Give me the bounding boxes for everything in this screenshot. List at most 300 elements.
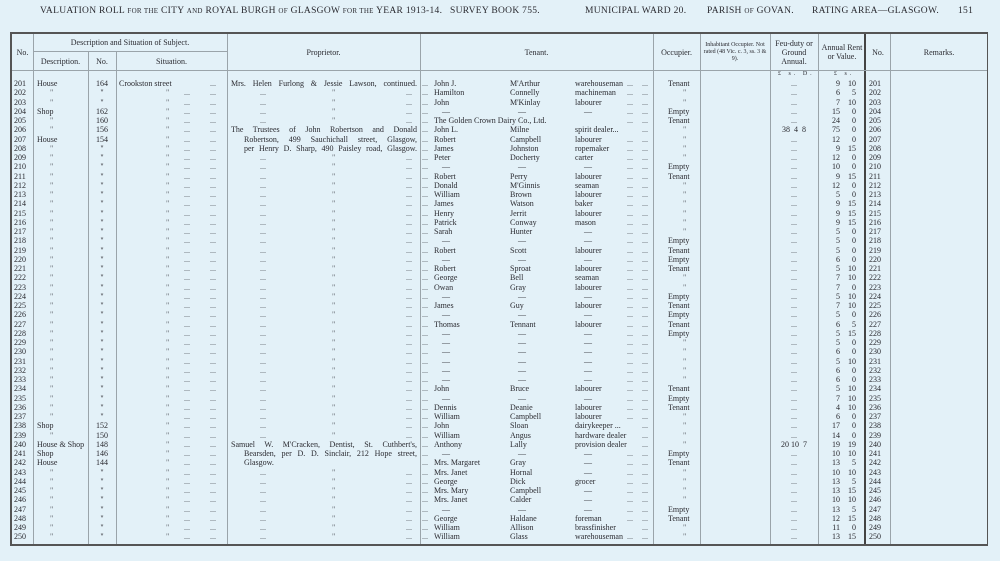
filler-dots: ... bbox=[260, 467, 266, 477]
tenant-occupation: — bbox=[584, 365, 592, 375]
rent-shillings: 0 bbox=[852, 116, 856, 125]
description: " bbox=[50, 208, 54, 218]
filler-dots: ... bbox=[210, 116, 216, 125]
survey-book: SURVEY BOOK 755. bbox=[450, 6, 540, 16]
tenant-first-name: George bbox=[434, 476, 458, 486]
house-number: " bbox=[100, 273, 104, 283]
entry-number-right: 206 bbox=[869, 125, 881, 135]
table-row bbox=[12, 514, 990, 523]
tenant-occupation: labourer bbox=[575, 134, 602, 144]
rent-pounds: 6 bbox=[836, 365, 840, 375]
proprietor-ditto: " bbox=[332, 236, 336, 246]
filler-dots: ... bbox=[260, 227, 266, 236]
house-number: 146 bbox=[96, 449, 108, 458]
description: House bbox=[37, 134, 58, 144]
situation-ditto: " bbox=[166, 217, 170, 227]
table-row bbox=[12, 255, 990, 264]
description: " bbox=[50, 282, 54, 292]
entry-number: 239 bbox=[14, 430, 26, 440]
occupier-status: " bbox=[683, 532, 687, 542]
description: " bbox=[50, 254, 54, 264]
filler-dots: ... bbox=[422, 347, 428, 357]
situation-ditto: " bbox=[166, 254, 170, 264]
filler-dots: ... bbox=[260, 319, 266, 329]
proprietor-ditto: " bbox=[332, 393, 336, 403]
filler-dots: ... bbox=[642, 495, 648, 505]
filler-dots: ... bbox=[260, 393, 266, 403]
tenant-occupation: — bbox=[584, 393, 592, 403]
filler-dots: ... bbox=[422, 486, 428, 495]
house-number: " bbox=[100, 282, 104, 292]
occupier-status: " bbox=[683, 125, 687, 135]
proprietor: per Henry D. Sharp, 490 Paisley road, Glasgow. bbox=[244, 143, 417, 153]
filler-dots: ... bbox=[184, 384, 190, 394]
proprietor-ditto: " bbox=[332, 116, 336, 125]
rent-pounds: 5 bbox=[836, 384, 840, 394]
rent-shillings: 0 bbox=[852, 421, 856, 431]
table-row bbox=[12, 532, 990, 541]
occupier-status: Empty bbox=[668, 254, 690, 264]
rent-shillings: 10 bbox=[848, 264, 856, 273]
filler-dots: ... bbox=[406, 236, 412, 246]
tenant-first-name: — bbox=[442, 504, 450, 514]
filler-dots: ... bbox=[260, 486, 266, 495]
occupier-status: Tenant bbox=[668, 79, 690, 88]
table-row bbox=[12, 264, 990, 273]
description: " bbox=[50, 513, 54, 523]
filler-dots: ... bbox=[406, 495, 412, 505]
house-number: " bbox=[100, 208, 104, 218]
filler-dots: ... bbox=[422, 375, 428, 384]
table-row bbox=[12, 172, 990, 181]
filler-dots: ... bbox=[422, 134, 428, 144]
proprietor-ditto: " bbox=[332, 199, 336, 209]
table-row bbox=[12, 144, 990, 153]
feu-duty: ... bbox=[791, 384, 797, 394]
occupier-status: Empty bbox=[668, 291, 690, 301]
rent-shillings: 0 bbox=[852, 227, 856, 236]
tenant-occupation: labourer bbox=[575, 402, 602, 412]
tenant-surname: Sproat bbox=[510, 264, 531, 273]
tenant-first-name: James bbox=[434, 199, 454, 209]
tenant-first-name: William bbox=[434, 412, 460, 421]
entry-number-right: 214 bbox=[869, 199, 881, 209]
filler-dots: ... bbox=[406, 476, 412, 486]
filler-dots: ... bbox=[627, 310, 633, 320]
filler-dots: ... bbox=[642, 467, 648, 477]
filler-dots: ... bbox=[642, 199, 648, 209]
filler-dots: ... bbox=[184, 328, 190, 338]
tenant-occupation: warehouseman bbox=[575, 79, 623, 88]
tenant-occupation: — bbox=[584, 338, 592, 347]
tenant-occupation: — bbox=[584, 458, 592, 468]
filler-dots: ... bbox=[627, 217, 633, 227]
table-row bbox=[12, 320, 990, 329]
filler-dots: ... bbox=[422, 421, 428, 431]
tenant-surname: Bell bbox=[510, 273, 524, 283]
rent-shillings: 0 bbox=[852, 236, 856, 246]
description: " bbox=[50, 356, 54, 366]
entry-number-right: 223 bbox=[869, 282, 881, 292]
rent-pounds: 19 bbox=[832, 439, 840, 449]
tenant-first-name: Owan bbox=[434, 282, 454, 292]
proprietor-ditto: " bbox=[332, 171, 336, 181]
filler-dots: ... bbox=[627, 328, 633, 338]
house-number: 164 bbox=[96, 79, 108, 88]
description: " bbox=[50, 328, 54, 338]
filler-dots: ... bbox=[642, 421, 648, 431]
rent-pounds: 6 bbox=[836, 254, 840, 264]
filler-dots: ... bbox=[627, 476, 633, 486]
situation-ditto: " bbox=[166, 310, 170, 320]
filler-dots: ... bbox=[210, 467, 216, 477]
situation-ditto: " bbox=[166, 180, 170, 190]
filler-dots: ... bbox=[184, 319, 190, 329]
tenant-surname: Johnston bbox=[510, 143, 539, 153]
rent-shillings: 15 bbox=[848, 513, 856, 523]
tenant-surname: Hornal bbox=[510, 467, 533, 477]
filler-dots: ... bbox=[260, 171, 266, 181]
tenant-occupation: — bbox=[584, 291, 592, 301]
occupier-status: " bbox=[683, 467, 687, 477]
tenant-first-name: Peter bbox=[434, 153, 451, 162]
house-number: " bbox=[100, 245, 104, 255]
situation-ditto: " bbox=[166, 116, 170, 125]
header-no-right: No. bbox=[872, 47, 884, 57]
occupier-status: " bbox=[683, 88, 687, 98]
filler-dots: ... bbox=[210, 393, 216, 403]
tenant-first-name: — bbox=[442, 254, 450, 264]
entry-number-right: 233 bbox=[869, 375, 881, 384]
tenant-occupation: — bbox=[584, 227, 592, 236]
filler-dots: ... bbox=[184, 347, 190, 357]
valuation-table bbox=[10, 32, 988, 546]
tenant-occupation: — bbox=[584, 356, 592, 366]
tenant-first-name: Sarah bbox=[434, 227, 453, 236]
table-row bbox=[12, 190, 990, 199]
entry-number: 226 bbox=[14, 310, 26, 320]
entry-number-right: 250 bbox=[869, 532, 881, 542]
rent-shillings: 0 bbox=[852, 106, 856, 116]
description: Shop bbox=[37, 449, 54, 458]
filler-dots: ... bbox=[184, 449, 190, 458]
rent-pounds: 5 bbox=[836, 190, 840, 199]
filler-dots: ... bbox=[406, 227, 412, 236]
rent-shillings: 0 bbox=[852, 245, 856, 255]
filler-dots: ... bbox=[210, 421, 216, 431]
filler-dots: ... bbox=[260, 217, 266, 227]
entry-number-right: 211 bbox=[869, 171, 881, 181]
rent-pounds: 6 bbox=[836, 412, 840, 421]
tenant-occupation: seaman bbox=[575, 180, 599, 190]
tenant-surname: Scott bbox=[510, 245, 527, 255]
filler-dots: ... bbox=[642, 171, 648, 181]
house-number: 160 bbox=[96, 116, 108, 125]
entry-number-right: 241 bbox=[869, 449, 881, 458]
house-number: " bbox=[100, 319, 104, 329]
table-row bbox=[12, 347, 990, 356]
tenant-occupation: — bbox=[584, 328, 592, 338]
filler-dots: ... bbox=[184, 153, 190, 162]
tenant-first-name: Robert bbox=[434, 134, 456, 144]
proprietor-ditto: " bbox=[332, 375, 336, 384]
description: " bbox=[50, 375, 54, 384]
filler-dots: ... bbox=[406, 412, 412, 421]
filler-dots: ... bbox=[642, 458, 648, 468]
filler-dots: ... bbox=[406, 513, 412, 523]
filler-dots: ... bbox=[210, 134, 216, 144]
table-row bbox=[12, 88, 990, 97]
entry-number-right: 226 bbox=[869, 310, 881, 320]
filler-dots: ... bbox=[642, 116, 648, 125]
situation-ditto: " bbox=[166, 338, 170, 347]
table-row bbox=[12, 394, 990, 403]
filler-dots: ... bbox=[260, 523, 266, 532]
situation-ditto: " bbox=[166, 393, 170, 403]
feu-duty: ... bbox=[791, 199, 797, 209]
feu-duty: ... bbox=[791, 513, 797, 523]
table-row bbox=[12, 162, 990, 171]
entry-number: 250 bbox=[14, 532, 26, 542]
filler-dots: ... bbox=[406, 245, 412, 255]
filler-dots: ... bbox=[422, 227, 428, 236]
table-row bbox=[12, 412, 990, 421]
occupier-status: " bbox=[683, 495, 687, 505]
occupier-status: Empty bbox=[668, 449, 690, 458]
filler-dots: ... bbox=[210, 208, 216, 218]
tenant-surname: Angus bbox=[510, 430, 531, 440]
rent-shillings: 0 bbox=[852, 134, 856, 144]
filler-dots: ... bbox=[210, 513, 216, 523]
rent-pounds: 5 bbox=[836, 264, 840, 273]
filler-dots: ... bbox=[210, 162, 216, 172]
filler-dots: ... bbox=[260, 153, 266, 162]
header-inhabitant-occupier: Inhabitant Occupier. Not rated (48 Vic. c. 3, ss. 3 & 9). bbox=[703, 41, 767, 62]
feu-duty: ... bbox=[791, 523, 797, 532]
filler-dots: ... bbox=[210, 79, 216, 88]
filler-dots: ... bbox=[627, 162, 633, 172]
entry-number-right: 240 bbox=[869, 439, 881, 449]
rent-shillings: 0 bbox=[852, 375, 856, 384]
entry-number: 208 bbox=[14, 143, 26, 153]
tenant-surname: — bbox=[518, 504, 526, 514]
entry-number-right: 235 bbox=[869, 393, 881, 403]
table-row bbox=[12, 98, 990, 107]
entry-number: 222 bbox=[14, 273, 26, 283]
table-row bbox=[12, 125, 990, 134]
rent-pounds: 4 bbox=[836, 402, 840, 412]
filler-dots: ... bbox=[406, 301, 412, 310]
filler-dots: ... bbox=[627, 393, 633, 403]
rent-shillings: 15 bbox=[848, 217, 856, 227]
entry-number: 228 bbox=[14, 328, 26, 338]
situation-ditto: " bbox=[166, 412, 170, 421]
tenant-occupation: — bbox=[584, 504, 592, 514]
situation-ditto: " bbox=[166, 384, 170, 394]
entry-number-right: 209 bbox=[869, 153, 881, 162]
tenant-first-name: William bbox=[434, 190, 460, 199]
filler-dots: ... bbox=[406, 273, 412, 283]
filler-dots: ... bbox=[642, 393, 648, 403]
tenant-first-name: John bbox=[434, 97, 450, 107]
tenant-occupation: labourer bbox=[575, 208, 602, 218]
rent-shillings: 10 bbox=[848, 79, 856, 88]
filler-dots: ... bbox=[627, 88, 633, 98]
description: " bbox=[50, 180, 54, 190]
filler-dots: ... bbox=[422, 162, 428, 172]
situation: Crookston street bbox=[119, 79, 172, 88]
filler-dots: ... bbox=[184, 356, 190, 366]
description: " bbox=[50, 523, 54, 532]
filler-dots: ... bbox=[184, 273, 190, 283]
filler-dots: ... bbox=[422, 79, 428, 88]
filler-dots: ... bbox=[210, 88, 216, 98]
filler-dots: ... bbox=[260, 384, 266, 394]
rent-pounds: 12 bbox=[832, 134, 840, 144]
situation-ditto: " bbox=[166, 88, 170, 98]
entry-number: 224 bbox=[14, 291, 26, 301]
feu-duty: ... bbox=[791, 449, 797, 458]
entry-number: 249 bbox=[14, 523, 26, 532]
tenant-surname: M'Arthur bbox=[510, 79, 540, 88]
entry-number-right: 248 bbox=[869, 513, 881, 523]
tenant-first-name: — bbox=[442, 375, 450, 384]
filler-dots: ... bbox=[642, 513, 648, 523]
house-number: " bbox=[100, 356, 104, 366]
filler-dots: ... bbox=[627, 254, 633, 264]
description: " bbox=[50, 97, 54, 107]
house-number: " bbox=[100, 310, 104, 320]
feu-duty: ... bbox=[791, 402, 797, 412]
rent-pounds: 5 bbox=[836, 291, 840, 301]
table-row bbox=[12, 181, 990, 190]
filler-dots: ... bbox=[184, 97, 190, 107]
tenant-first-name: — bbox=[442, 393, 450, 403]
rent-shillings: 0 bbox=[852, 180, 856, 190]
filler-dots: ... bbox=[642, 162, 648, 172]
rent-pounds: 5 bbox=[836, 328, 840, 338]
entry-number: 248 bbox=[14, 513, 26, 523]
tenant-first-name: John bbox=[434, 421, 450, 431]
occupier-status: Tenant bbox=[668, 319, 690, 329]
tenant-first-name: Mrs. Janet bbox=[434, 467, 468, 477]
tenant-surname: — bbox=[518, 393, 526, 403]
tenant-surname: M'Ginnis bbox=[510, 180, 540, 190]
entry-number-right: 205 bbox=[869, 116, 881, 125]
feu-duty: ... bbox=[791, 282, 797, 292]
occupier-status: " bbox=[683, 347, 687, 357]
filler-dots: ... bbox=[422, 190, 428, 199]
filler-dots: ... bbox=[406, 264, 412, 273]
situation-ditto: " bbox=[166, 106, 170, 116]
proprietor-ditto: " bbox=[332, 227, 336, 236]
proprietor-ditto: " bbox=[332, 338, 336, 347]
entry-number: 215 bbox=[14, 208, 26, 218]
description: " bbox=[50, 227, 54, 236]
filler-dots: ... bbox=[210, 236, 216, 246]
filler-dots: ... bbox=[210, 217, 216, 227]
filler-dots: ... bbox=[210, 301, 216, 310]
entry-number-right: 202 bbox=[869, 88, 881, 98]
tenant-surname: — bbox=[518, 328, 526, 338]
entry-number-right: 217 bbox=[869, 227, 881, 236]
feu-duty: ... bbox=[791, 153, 797, 162]
tenant-first-name: Mrs. Mary bbox=[434, 486, 469, 495]
description: " bbox=[50, 384, 54, 394]
table-row bbox=[12, 440, 990, 449]
filler-dots: ... bbox=[260, 532, 266, 542]
description: " bbox=[50, 125, 54, 135]
filler-dots: ... bbox=[627, 282, 633, 292]
page-number: 151 bbox=[958, 6, 974, 16]
house-number: " bbox=[100, 227, 104, 236]
table-row bbox=[12, 153, 990, 162]
rent-shillings: 0 bbox=[852, 125, 856, 135]
header-description: Description. bbox=[40, 56, 81, 66]
tenant-first-name: The Golden Crown Dairy Co., Ltd. bbox=[434, 116, 547, 125]
house-number: " bbox=[100, 523, 104, 532]
occupier-status: Empty bbox=[668, 504, 690, 514]
occupier-status: Tenant bbox=[668, 245, 690, 255]
title-part: OF bbox=[278, 7, 288, 15]
rent-pounds: 10 bbox=[832, 449, 840, 458]
tenant-surname: — bbox=[518, 254, 526, 264]
filler-dots: ... bbox=[260, 282, 266, 292]
house-number: 144 bbox=[96, 458, 108, 468]
tenant-surname: — bbox=[518, 162, 526, 172]
filler-dots: ... bbox=[260, 338, 266, 347]
tenant-first-name: John L. bbox=[434, 125, 458, 135]
filler-dots: ... bbox=[627, 291, 633, 301]
proprietor-ditto: " bbox=[332, 190, 336, 199]
tenant-surname: Campbell bbox=[510, 486, 542, 495]
filler-dots: ... bbox=[406, 282, 412, 292]
filler-dots: ... bbox=[260, 504, 266, 514]
rent-shillings: 15 bbox=[848, 171, 856, 181]
title-part: YEAR 1913-14. bbox=[376, 6, 443, 16]
table-row bbox=[12, 505, 990, 514]
feu-duty: ... bbox=[791, 301, 797, 310]
proprietor-ditto: " bbox=[332, 97, 336, 107]
filler-dots: ... bbox=[406, 356, 412, 366]
header-no: No. bbox=[16, 47, 29, 57]
tenant-first-name: Hamilton bbox=[434, 88, 465, 98]
situation-ditto: " bbox=[166, 291, 170, 301]
filler-dots: ... bbox=[642, 88, 648, 98]
filler-dots: ... bbox=[642, 338, 648, 347]
filler-dots: ... bbox=[184, 134, 190, 144]
tenant-surname: Docherty bbox=[510, 153, 540, 162]
filler-dots: ... bbox=[422, 106, 428, 116]
tenant-occupation: machineman bbox=[575, 88, 616, 98]
situation-ditto: " bbox=[166, 153, 170, 162]
filler-dots: ... bbox=[642, 449, 648, 458]
table-row bbox=[12, 477, 990, 486]
rent-shillings: 0 bbox=[852, 347, 856, 357]
filler-dots: ... bbox=[422, 310, 428, 320]
filler-dots: ... bbox=[260, 291, 266, 301]
filler-dots: ... bbox=[260, 236, 266, 246]
proprietor-ditto: " bbox=[332, 504, 336, 514]
filler-dots: ... bbox=[422, 523, 428, 532]
filler-dots: ... bbox=[260, 495, 266, 505]
table-row bbox=[12, 384, 990, 393]
table-row bbox=[12, 338, 990, 347]
entry-number-right: 212 bbox=[869, 180, 881, 190]
rent-shillings: 0 bbox=[852, 338, 856, 347]
filler-dots: ... bbox=[210, 171, 216, 181]
filler-dots: ... bbox=[210, 486, 216, 495]
